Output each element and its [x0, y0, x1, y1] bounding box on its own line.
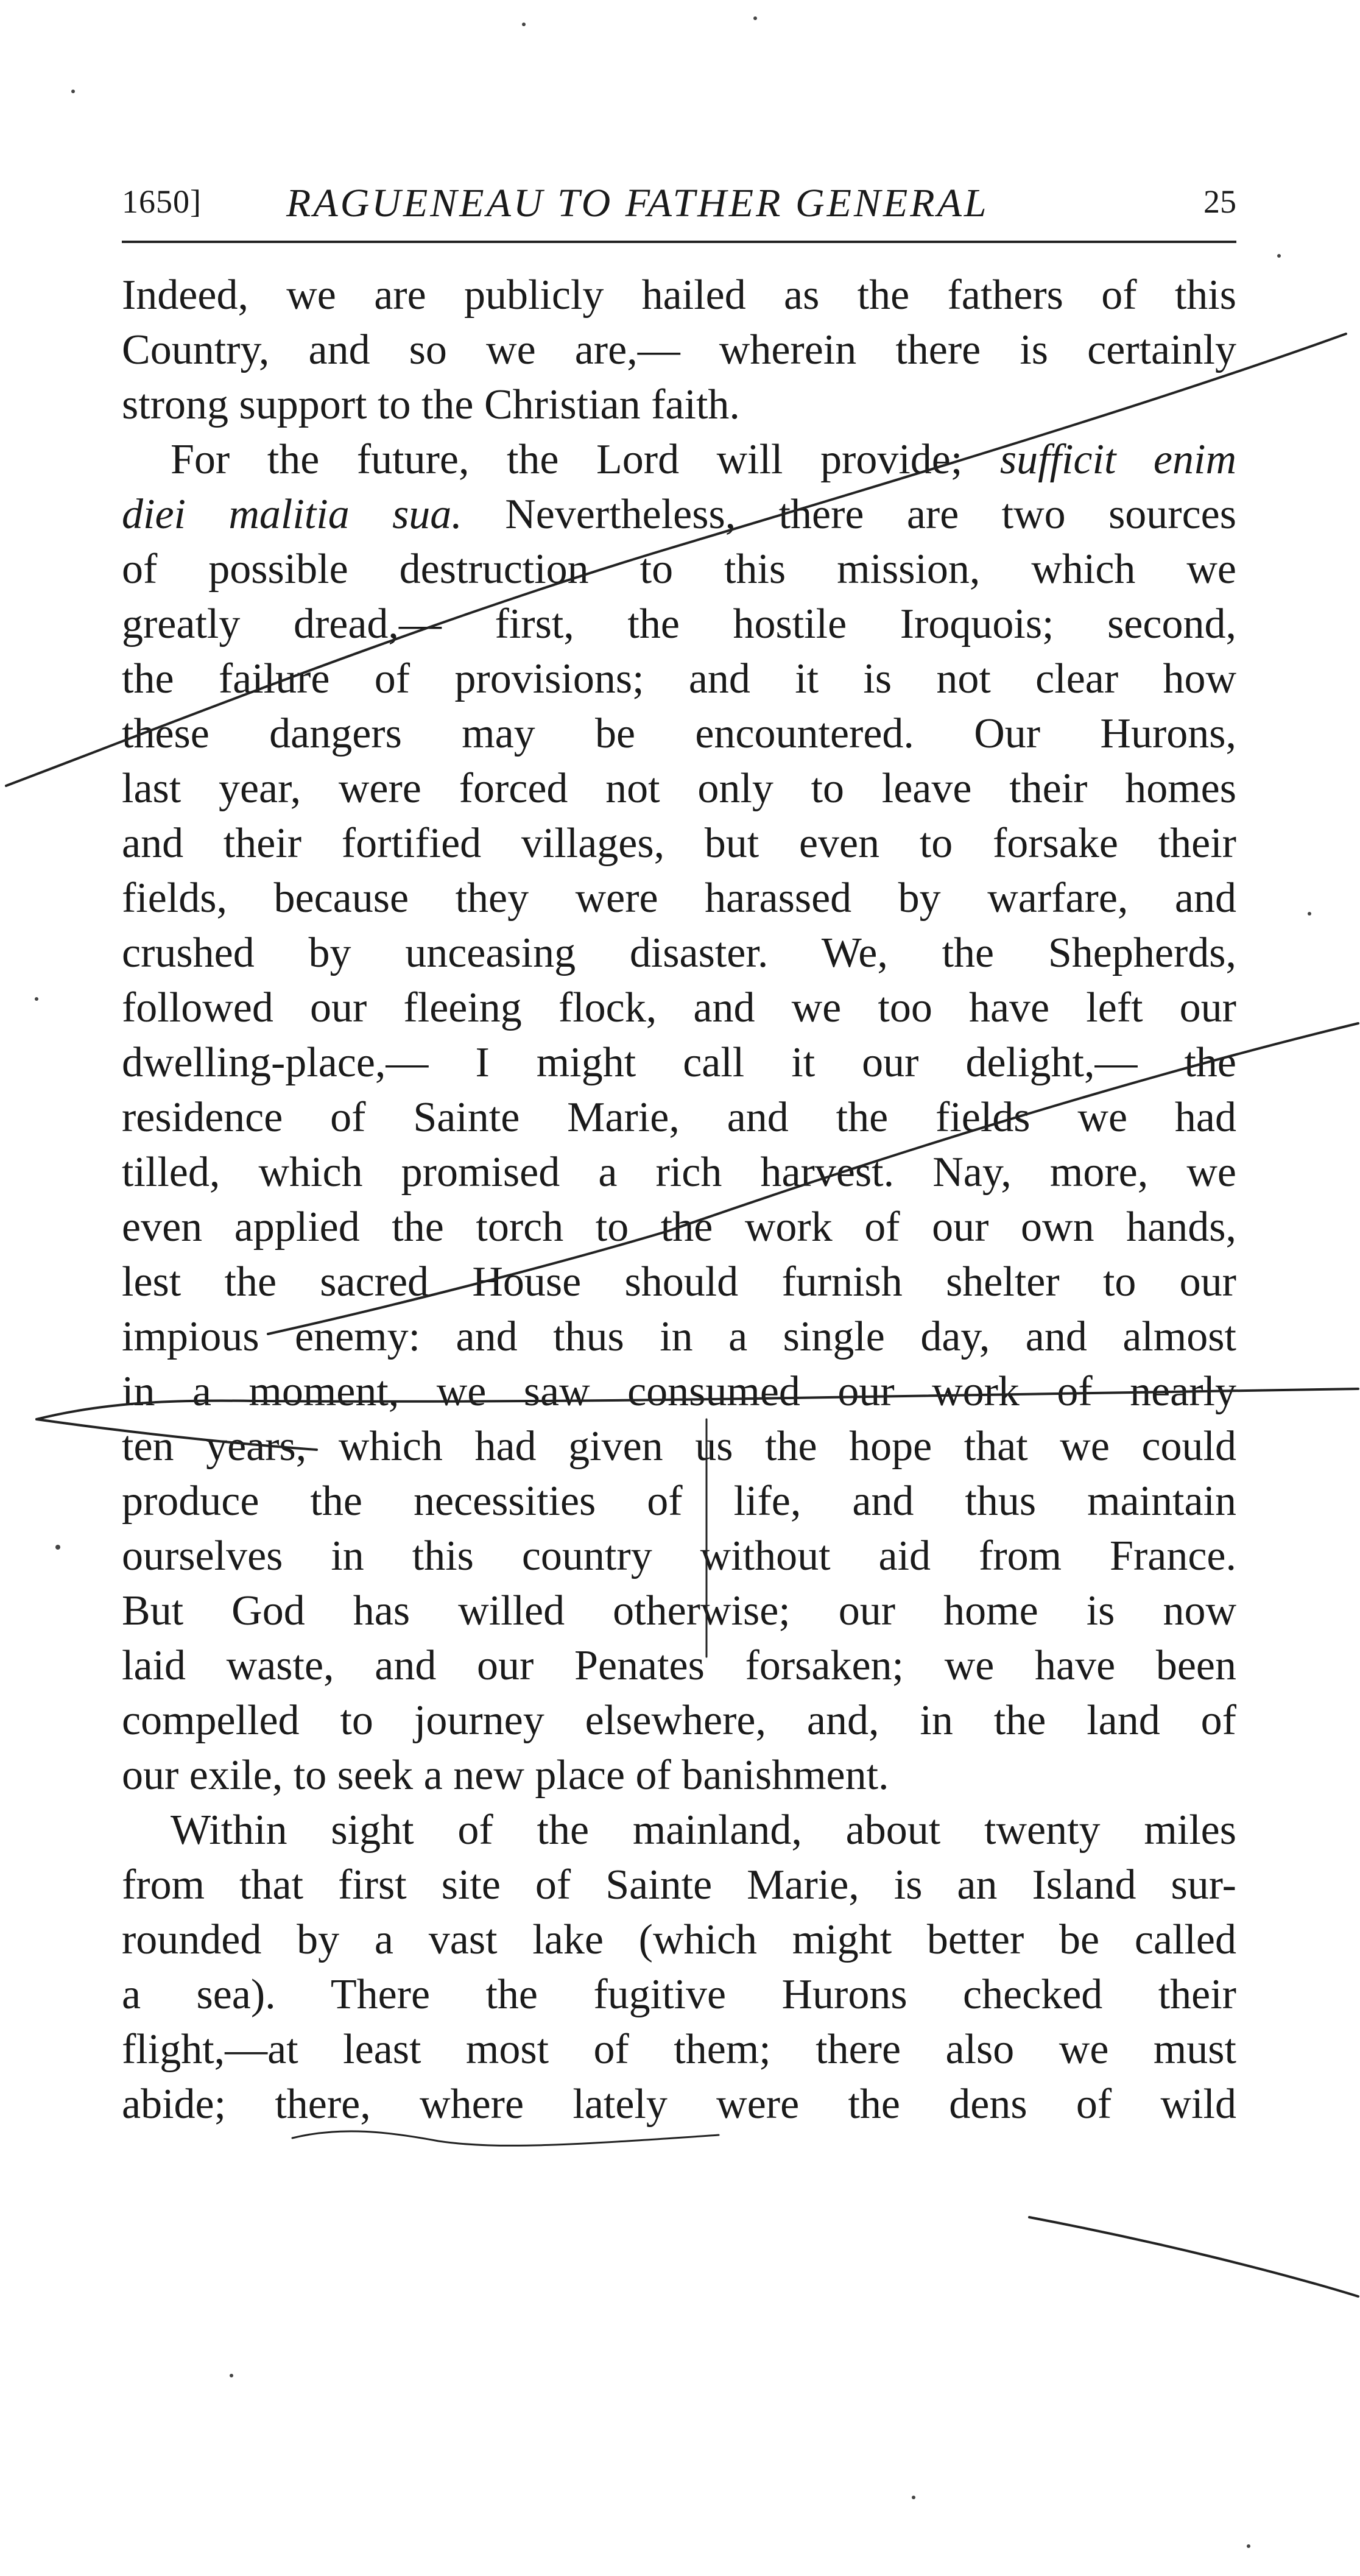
text-line: Country, and so we are,— wherein there is certainly: [122, 326, 1236, 373]
body-text: [122, 268, 1236, 2132]
text-line: diei malitia sua. Nevertheless, there are two sources: [122, 491, 1236, 538]
text-line: of possible destruction to this mission, which we: [122, 546, 1236, 593]
text-line: ten years, which had given us the hope that we could: [122, 1423, 1236, 1470]
pen-stroke: [1029, 2217, 1358, 2296]
text-line: Indeed, we are publicly hailed as the fathers of this: [122, 272, 1236, 319]
speck: [1308, 912, 1311, 916]
text-line: the failure of provisions; and it is not clear how: [122, 655, 1236, 702]
text-line: abide; there, where lately were the dens of wild: [122, 2081, 1236, 2128]
pen-stroke: [292, 2131, 719, 2146]
text-line: these dangers may be encountered. Our Hurons,: [122, 710, 1236, 757]
text-line: lest the sacred House should furnish shelter to our: [122, 1258, 1236, 1305]
text-line: last year, were forced not only to leave their homes: [122, 765, 1236, 812]
text-line: ourselves in this country without aid from France.: [122, 1533, 1236, 1579]
page-number: 25: [1203, 183, 1236, 220]
speck: [1277, 254, 1281, 258]
speck: [912, 2496, 915, 2499]
header-title: RAGUENEAU TO FATHER GENERAL: [286, 181, 989, 225]
text-line: dwelling-place,— I might call it our delight,— the: [122, 1039, 1236, 1086]
speck: [71, 90, 75, 93]
text-line: laid waste, and our Penates forsaken; we have been: [122, 1642, 1236, 1689]
text-line: strong support to the Christian faith.: [122, 381, 740, 428]
speck: [1247, 2544, 1250, 2548]
header-rule: [122, 241, 1236, 243]
speck: [753, 16, 757, 20]
text-line: from that first site of Sainte Marie, is an Island sur-: [122, 1861, 1236, 1908]
text-line: tilled, which promised a rich harvest. Nay, more, we: [122, 1149, 1236, 1196]
text-line: a sea). There the fugitive Hurons checked their: [122, 1971, 1236, 2018]
speck: [230, 2374, 233, 2377]
text-line: But God has willed otherwise; our home is now: [122, 1587, 1236, 1634]
running-header: [122, 177, 1236, 231]
text-line: flight,—at least most of them; there also we must: [122, 2026, 1236, 2073]
text-line: For the future, the Lord will provide; sufficit enim: [171, 436, 1236, 483]
text-line: our exile, to seek a new place of banishment.: [122, 1752, 889, 1799]
text-line: impious enemy: and thus in a single day, and almost: [122, 1313, 1236, 1360]
text-line: fields, because they were harassed by warfare, and: [122, 875, 1236, 922]
speck: [522, 23, 526, 26]
text-line: and their fortified villages, but even to forsake their: [122, 820, 1236, 867]
speck: [35, 997, 38, 1001]
header-year: 1650]: [122, 183, 202, 220]
text-line: greatly dread,— first, the hostile Iroquois; second,: [122, 601, 1236, 648]
text-line: Within sight of the mainland, about twenty miles: [171, 1807, 1236, 1854]
text-line: residence of Sainte Marie, and the fields we had: [122, 1094, 1236, 1141]
text-line: compelled to journey elsewhere, and, in the land of: [122, 1697, 1236, 1744]
text-line: even applied the torch to the work of our own hands,: [122, 1204, 1236, 1251]
speck: [55, 1545, 60, 1550]
text-line: crushed by unceasing disaster. We, the Shepherds,: [122, 930, 1236, 976]
text-line: produce the necessities of life, and thus maintain: [122, 1478, 1236, 1525]
text-line: followed our fleeing flock, and we too have left our: [122, 984, 1236, 1031]
text-line: in a moment, we saw consumed our work of nearly: [122, 1368, 1236, 1415]
text-line: rounded by a vast lake (which might better be called: [122, 1916, 1236, 1963]
